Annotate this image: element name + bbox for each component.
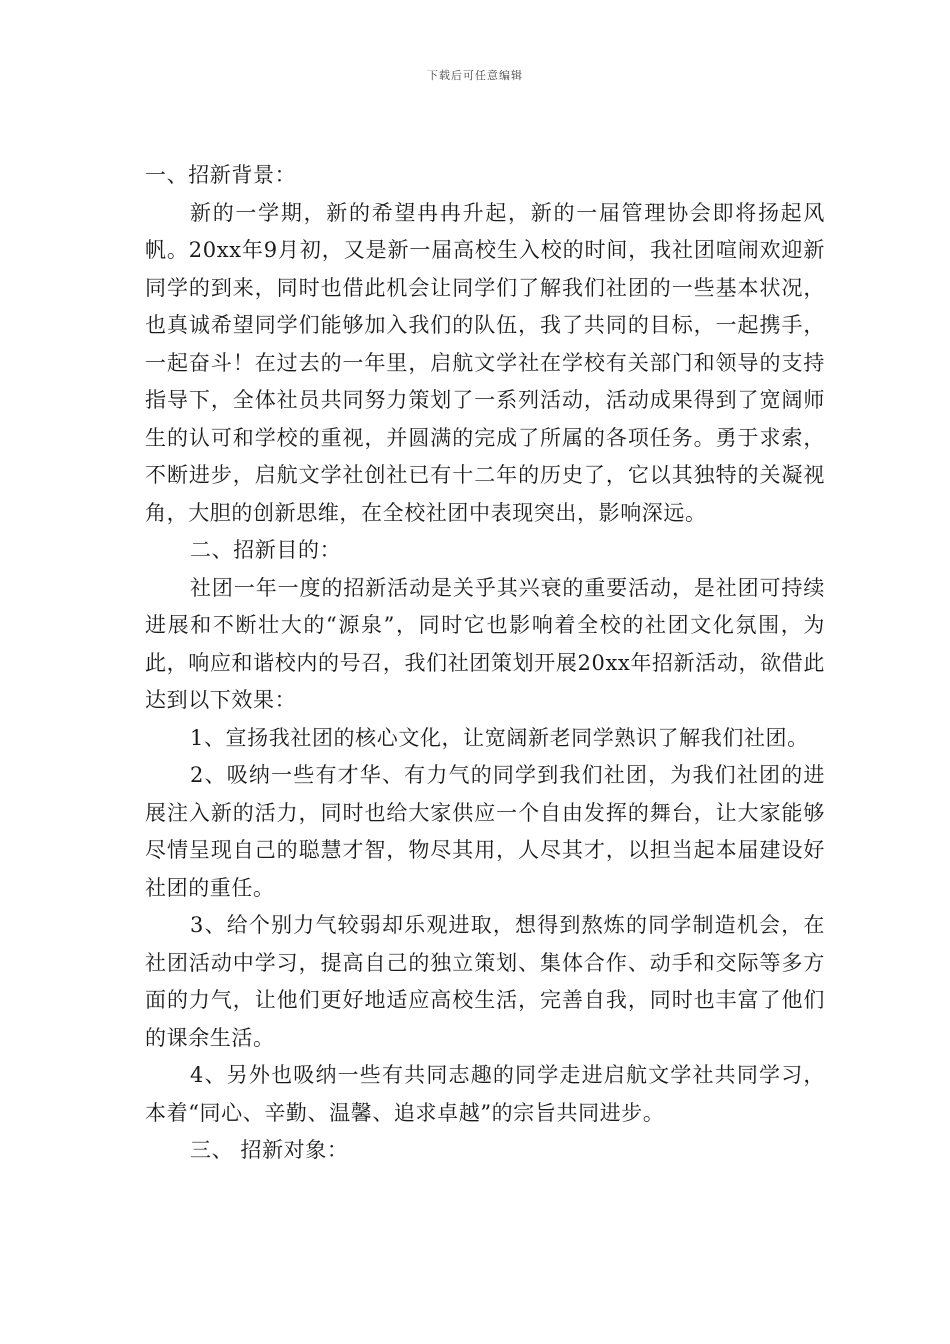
section-heading-target: 三、 招新对象： [190,1138,349,1162]
page-header: 下载后可任意编辑 [427,69,523,82]
purpose-item-4: 4、另外也吸纳一些有共同志趣的同学走进启航文学社共同学习，本着“同心、辛勤、温馨、追求卓越”的宗旨共同进步。 [145,1063,825,1125]
purpose-item-3: 3、给个别力气较弱却乐观进取，想得到熬炼的同学制造机会，在社团活动中学习，提高自己的独立策划、集体合作、动手和交际等多方面的力气，让他们更好地适应高校生活，完善自我，同时也丰富了他们的课余生活。 [145,913,825,1050]
background-paragraph: 新的一学期，新的希望冉冉升起，新的一届管理协会即将扬起风帆。20xx年9月初，又是新一届高校生入校的时间，我社团喧闹欢迎新同学的到来，同时也借此机会让同学们了解我们社团的一些基本状况，也真诚希望同学们能够加入我们的队伍，我了共同的目标，一起携手，一起奋斗！在过去的一年里，启航文学社在学校有关部门和领导的支持指导下，全体社员共同努力策划了一系列活动，活动成果得到了宽阔师生的认可和学校的重视，并圆满的完成了所属的各项任务。勇于求索，不断进步，启航文学社创社已有十二年的历史了，它以其独特的关凝视角，大胆的创新思维，在全校社团中表现突出，影响深远。 [145,200,825,525]
section-heading-background: 一、招新背景： [145,163,297,187]
purpose-paragraph: 社团一年一度的招新活动是关乎其兴衰的重要活动，是社团可持续进展和不断壮大的“源泉”，同时它也影响着全校的社团文化氛围，为此，响应和谐校内的号召，我们社团策划开展20xx年招新活动，欲借此达到以下效果： [145,575,825,712]
document-body [145,157,825,1170]
purpose-item-1: 1、宣扬我社团的核心文化，让宽阔新老同学熟识了解我们社团。 [190,725,809,750]
section-heading-purpose: 二、招新目的： [190,538,342,562]
purpose-item-2: 2、吸纳一些有才华、有力气的同学到我们社团，为我们社团的进展注入新的活力，同时也给大家供应一个自由发挥的舞台，让大家能够尽情呈现自己的聪慧才智，物尽其用，人尽其才，以担当起本届建设好社团的重任。 [145,763,825,900]
